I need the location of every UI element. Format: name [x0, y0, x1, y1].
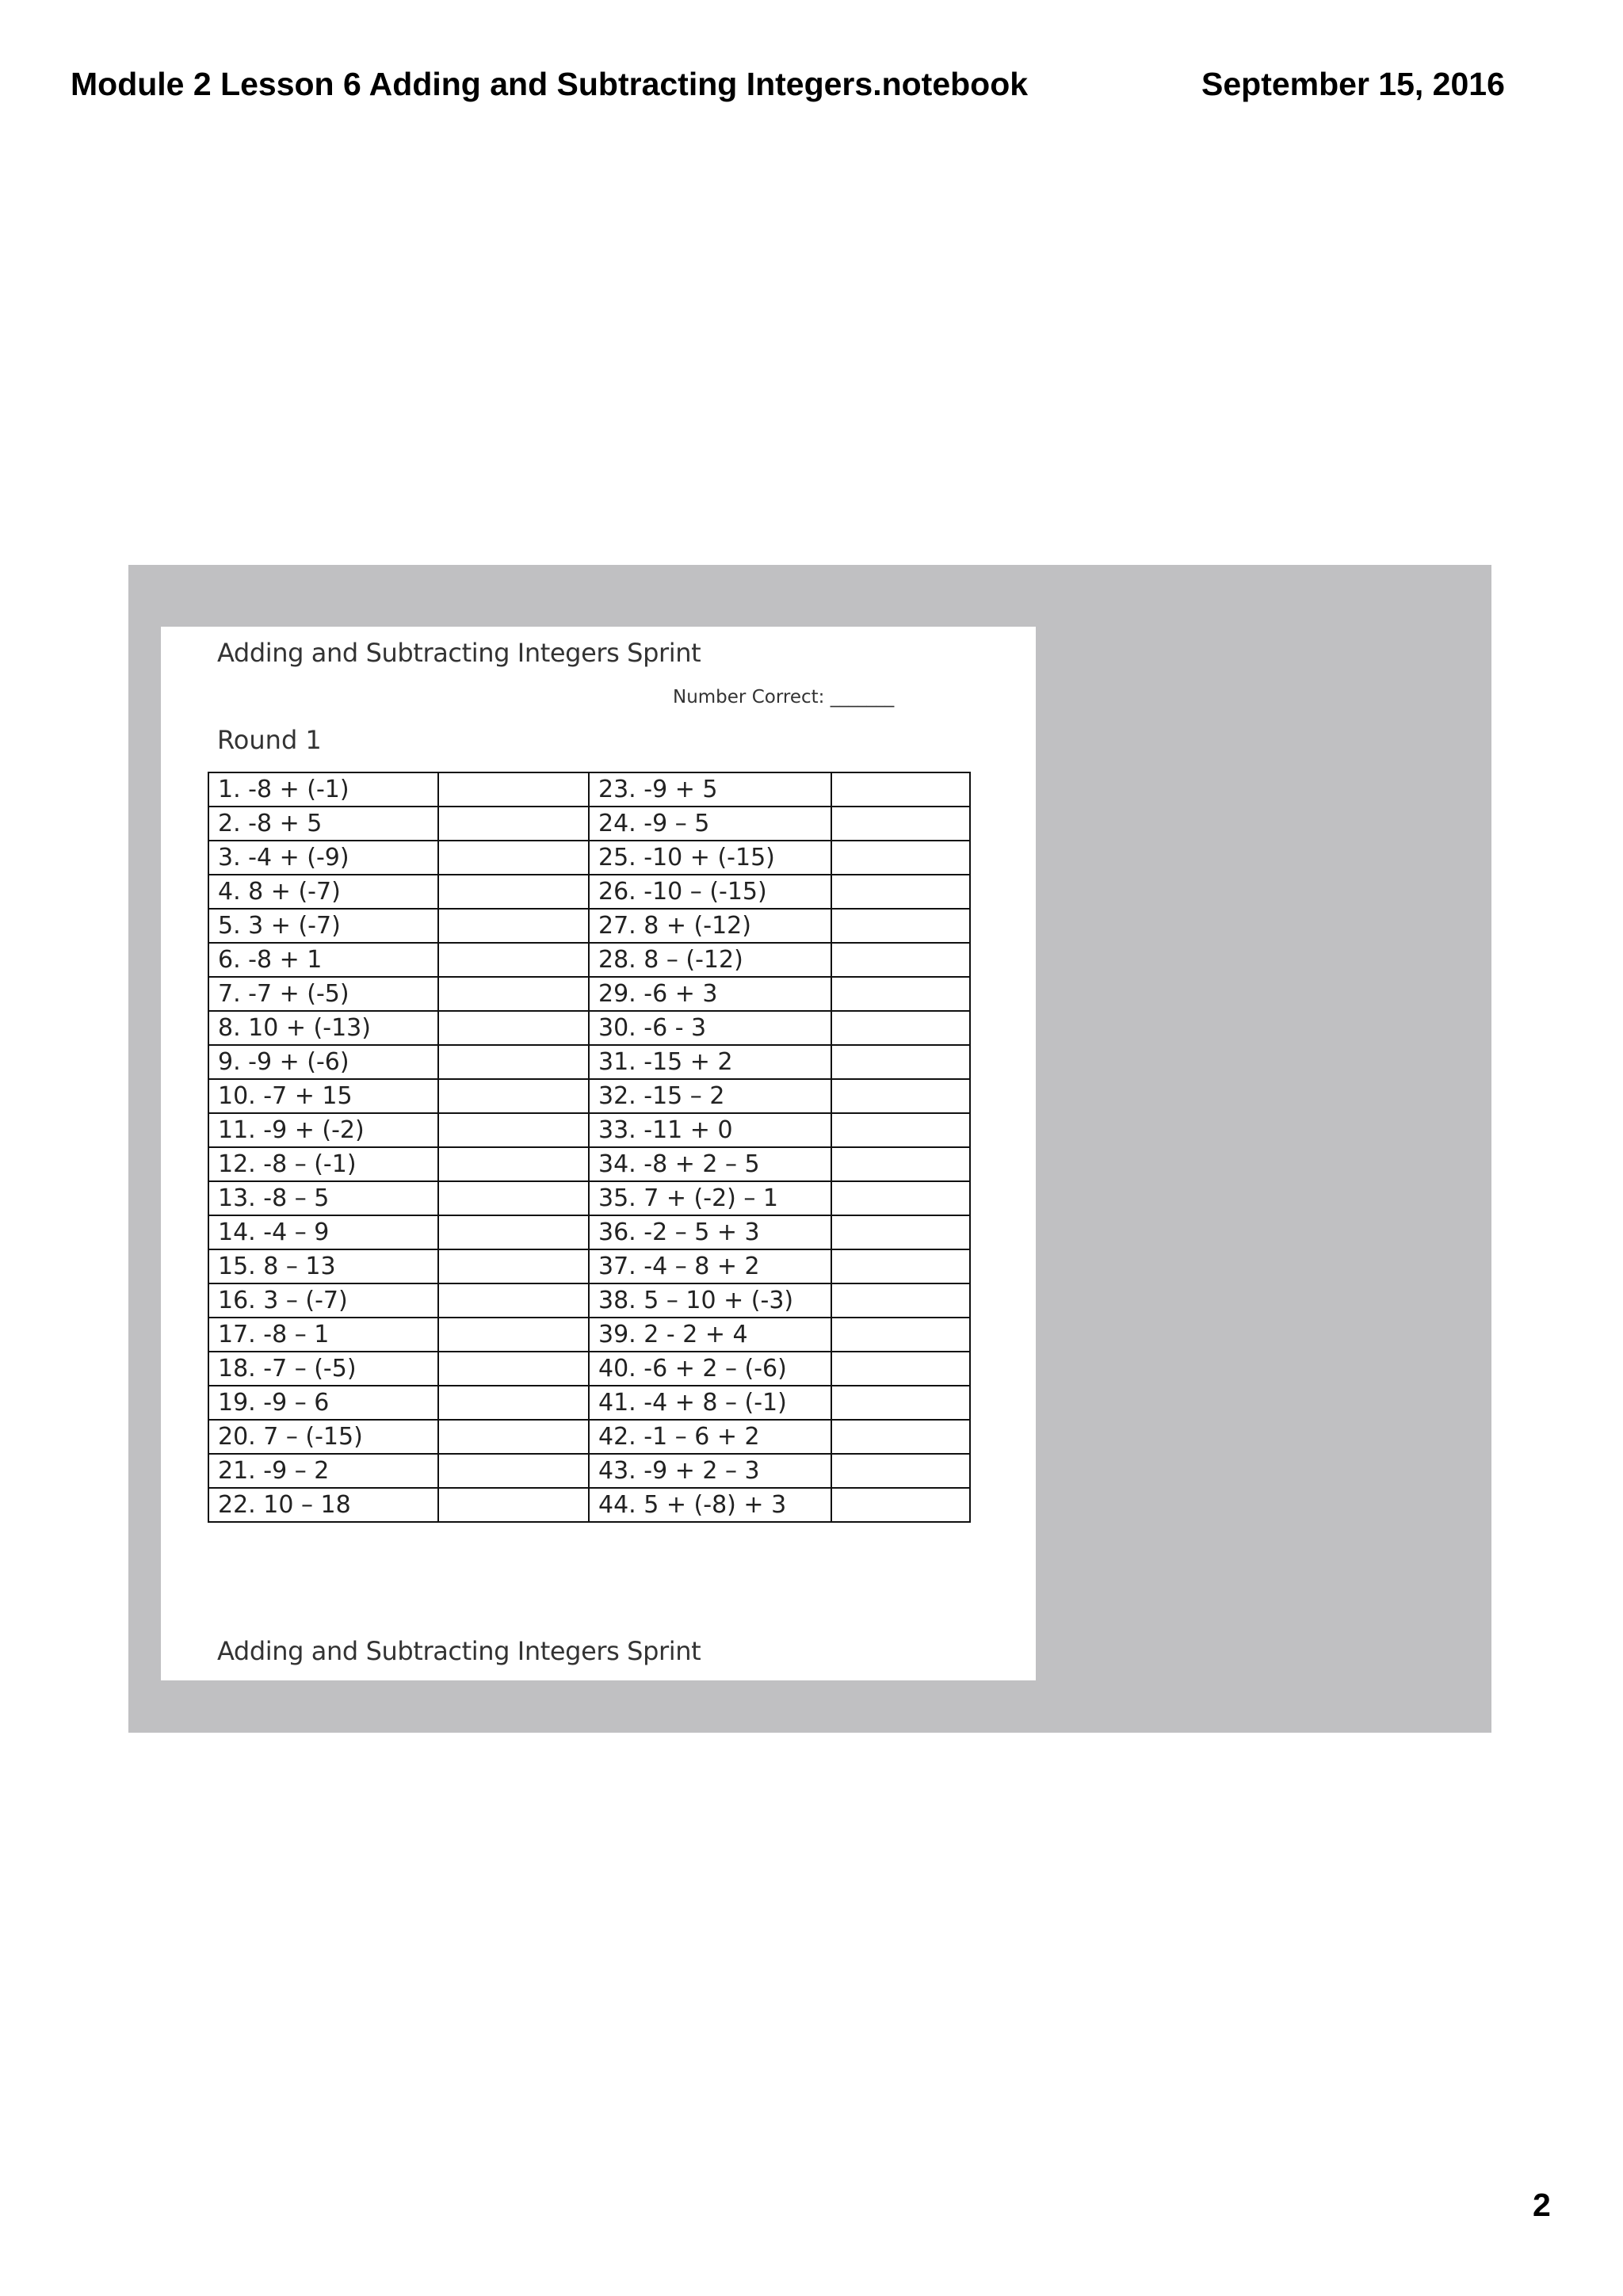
problem-cell: 38. 5 – 10 + (-3)	[589, 1283, 831, 1318]
problem-cell: 36. -2 – 5 + 3	[589, 1215, 831, 1249]
answer-cell	[438, 977, 589, 1011]
problem-cell: 31. -15 + 2	[589, 1045, 831, 1079]
table-row	[208, 1386, 970, 1420]
answer-cell	[438, 1113, 589, 1147]
problem-cell: 28. 8 – (-12)	[589, 943, 831, 977]
problem-cell: 22. 10 – 18	[208, 1488, 438, 1522]
table-row	[208, 1283, 970, 1318]
answer-cell	[438, 1352, 589, 1386]
problem-cell: 18. -7 – (-5)	[208, 1352, 438, 1386]
problem-cell: 17. -8 – 1	[208, 1318, 438, 1352]
table-row	[208, 1318, 970, 1352]
problem-cell: 29. -6 + 3	[589, 977, 831, 1011]
problem-cell: 25. -10 + (-15)	[589, 841, 831, 875]
table-row	[208, 1045, 970, 1079]
table-row	[208, 1079, 970, 1113]
answer-cell	[831, 1147, 970, 1181]
answer-cell	[438, 1386, 589, 1420]
problem-cell: 13. -8 – 5	[208, 1181, 438, 1215]
answer-cell	[831, 1113, 970, 1147]
answer-cell	[438, 875, 589, 909]
problem-cell: 21. -9 – 2	[208, 1454, 438, 1488]
answer-cell	[438, 1215, 589, 1249]
problem-cell: 37. -4 – 8 + 2	[589, 1249, 831, 1283]
worksheet-footer-title: Adding and Subtracting Integers Sprint	[217, 1636, 701, 1666]
problem-cell: 6. -8 + 1	[208, 943, 438, 977]
problem-cell: 5. 3 + (-7)	[208, 909, 438, 943]
answer-cell	[438, 1181, 589, 1215]
answer-cell	[831, 1386, 970, 1420]
problem-cell: 1. -8 + (-1)	[208, 772, 438, 807]
table-row	[208, 1181, 970, 1215]
answer-cell	[831, 1011, 970, 1045]
answer-cell	[831, 1215, 970, 1249]
answer-cell	[438, 1318, 589, 1352]
problem-cell: 42. -1 – 6 + 2	[589, 1420, 831, 1454]
document-date: September 15, 2016	[1201, 66, 1505, 102]
problem-cell: 30. -6 - 3	[589, 1011, 831, 1045]
table-row	[208, 977, 970, 1011]
answer-cell	[831, 1181, 970, 1215]
answer-cell	[831, 977, 970, 1011]
problem-cell: 11. -9 + (-2)	[208, 1113, 438, 1147]
answer-cell	[831, 909, 970, 943]
answer-cell	[438, 1283, 589, 1318]
problem-cell: 7. -7 + (-5)	[208, 977, 438, 1011]
problem-cell: 41. -4 + 8 – (-1)	[589, 1386, 831, 1420]
table-row	[208, 1488, 970, 1522]
answer-cell	[438, 807, 589, 841]
table-row	[208, 807, 970, 841]
problem-cell: 26. -10 – (-15)	[589, 875, 831, 909]
problem-cell: 34. -8 + 2 – 5	[589, 1147, 831, 1181]
problem-cell: 40. -6 + 2 – (-6)	[589, 1352, 831, 1386]
problem-cell: 10. -7 + 15	[208, 1079, 438, 1113]
problem-cell: 23. -9 + 5	[589, 772, 831, 807]
answer-cell	[438, 909, 589, 943]
answer-cell	[438, 1420, 589, 1454]
table-row	[208, 772, 970, 807]
answer-cell	[831, 807, 970, 841]
answer-cell	[438, 772, 589, 807]
problem-cell: 3. -4 + (-9)	[208, 841, 438, 875]
problem-cell: 12. -8 – (-1)	[208, 1147, 438, 1181]
problem-cell: 35. 7 + (-2) – 1	[589, 1181, 831, 1215]
answer-cell	[831, 1488, 970, 1522]
answer-cell	[831, 875, 970, 909]
problem-cell: 14. -4 – 9	[208, 1215, 438, 1249]
answer-cell	[438, 943, 589, 977]
table-row	[208, 1420, 970, 1454]
problem-cell: 15. 8 – 13	[208, 1249, 438, 1283]
problem-cell: 9. -9 + (-6)	[208, 1045, 438, 1079]
problem-cell: 16. 3 – (-7)	[208, 1283, 438, 1318]
problem-cell: 20. 7 – (-15)	[208, 1420, 438, 1454]
table-row	[208, 1352, 970, 1386]
table-row	[208, 841, 970, 875]
answer-cell	[438, 1147, 589, 1181]
answer-cell	[438, 1079, 589, 1113]
problem-cell: 43. -9 + 2 – 3	[589, 1454, 831, 1488]
problem-cell: 4. 8 + (-7)	[208, 875, 438, 909]
answer-cell	[831, 1045, 970, 1079]
sprint-table-body	[208, 772, 970, 1522]
problem-cell: 2. -8 + 5	[208, 807, 438, 841]
table-row	[208, 875, 970, 909]
worksheet-image	[161, 627, 1036, 1680]
answer-cell	[438, 1454, 589, 1488]
table-row	[208, 1215, 970, 1249]
document-title: Module 2 Lesson 6 Adding and Subtracting Integers.notebook	[71, 66, 1029, 102]
answer-cell	[831, 841, 970, 875]
answer-cell	[831, 1283, 970, 1318]
table-row	[208, 1454, 970, 1488]
answer-cell	[438, 1011, 589, 1045]
number-correct-label: Number Correct: _______	[673, 687, 895, 707]
answer-cell	[438, 841, 589, 875]
answer-cell	[831, 943, 970, 977]
answer-cell	[438, 1045, 589, 1079]
problem-cell: 19. -9 – 6	[208, 1386, 438, 1420]
answer-cell	[831, 1454, 970, 1488]
answer-cell	[438, 1249, 589, 1283]
table-row	[208, 943, 970, 977]
answer-cell	[438, 1488, 589, 1522]
round-label: Round 1	[217, 725, 322, 755]
answer-cell	[831, 772, 970, 807]
worksheet-title: Adding and Subtracting Integers Sprint	[217, 638, 701, 668]
sprint-table	[208, 772, 971, 1523]
table-row	[208, 909, 970, 943]
problem-cell: 24. -9 – 5	[589, 807, 831, 841]
problem-cell: 33. -11 + 0	[589, 1113, 831, 1147]
table-row	[208, 1113, 970, 1147]
answer-cell	[831, 1420, 970, 1454]
problem-cell: 44. 5 + (-8) + 3	[589, 1488, 831, 1522]
problem-cell: 39. 2 - 2 + 4	[589, 1318, 831, 1352]
table-row	[208, 1011, 970, 1045]
answer-cell	[831, 1352, 970, 1386]
answer-cell	[831, 1079, 970, 1113]
table-row	[208, 1147, 970, 1181]
problem-cell: 8. 10 + (-13)	[208, 1011, 438, 1045]
page-number: 2	[1533, 2187, 1551, 2223]
answer-cell	[831, 1249, 970, 1283]
problem-cell: 32. -15 – 2	[589, 1079, 831, 1113]
table-row	[208, 1249, 970, 1283]
answer-cell	[831, 1318, 970, 1352]
problem-cell: 27. 8 + (-12)	[589, 909, 831, 943]
